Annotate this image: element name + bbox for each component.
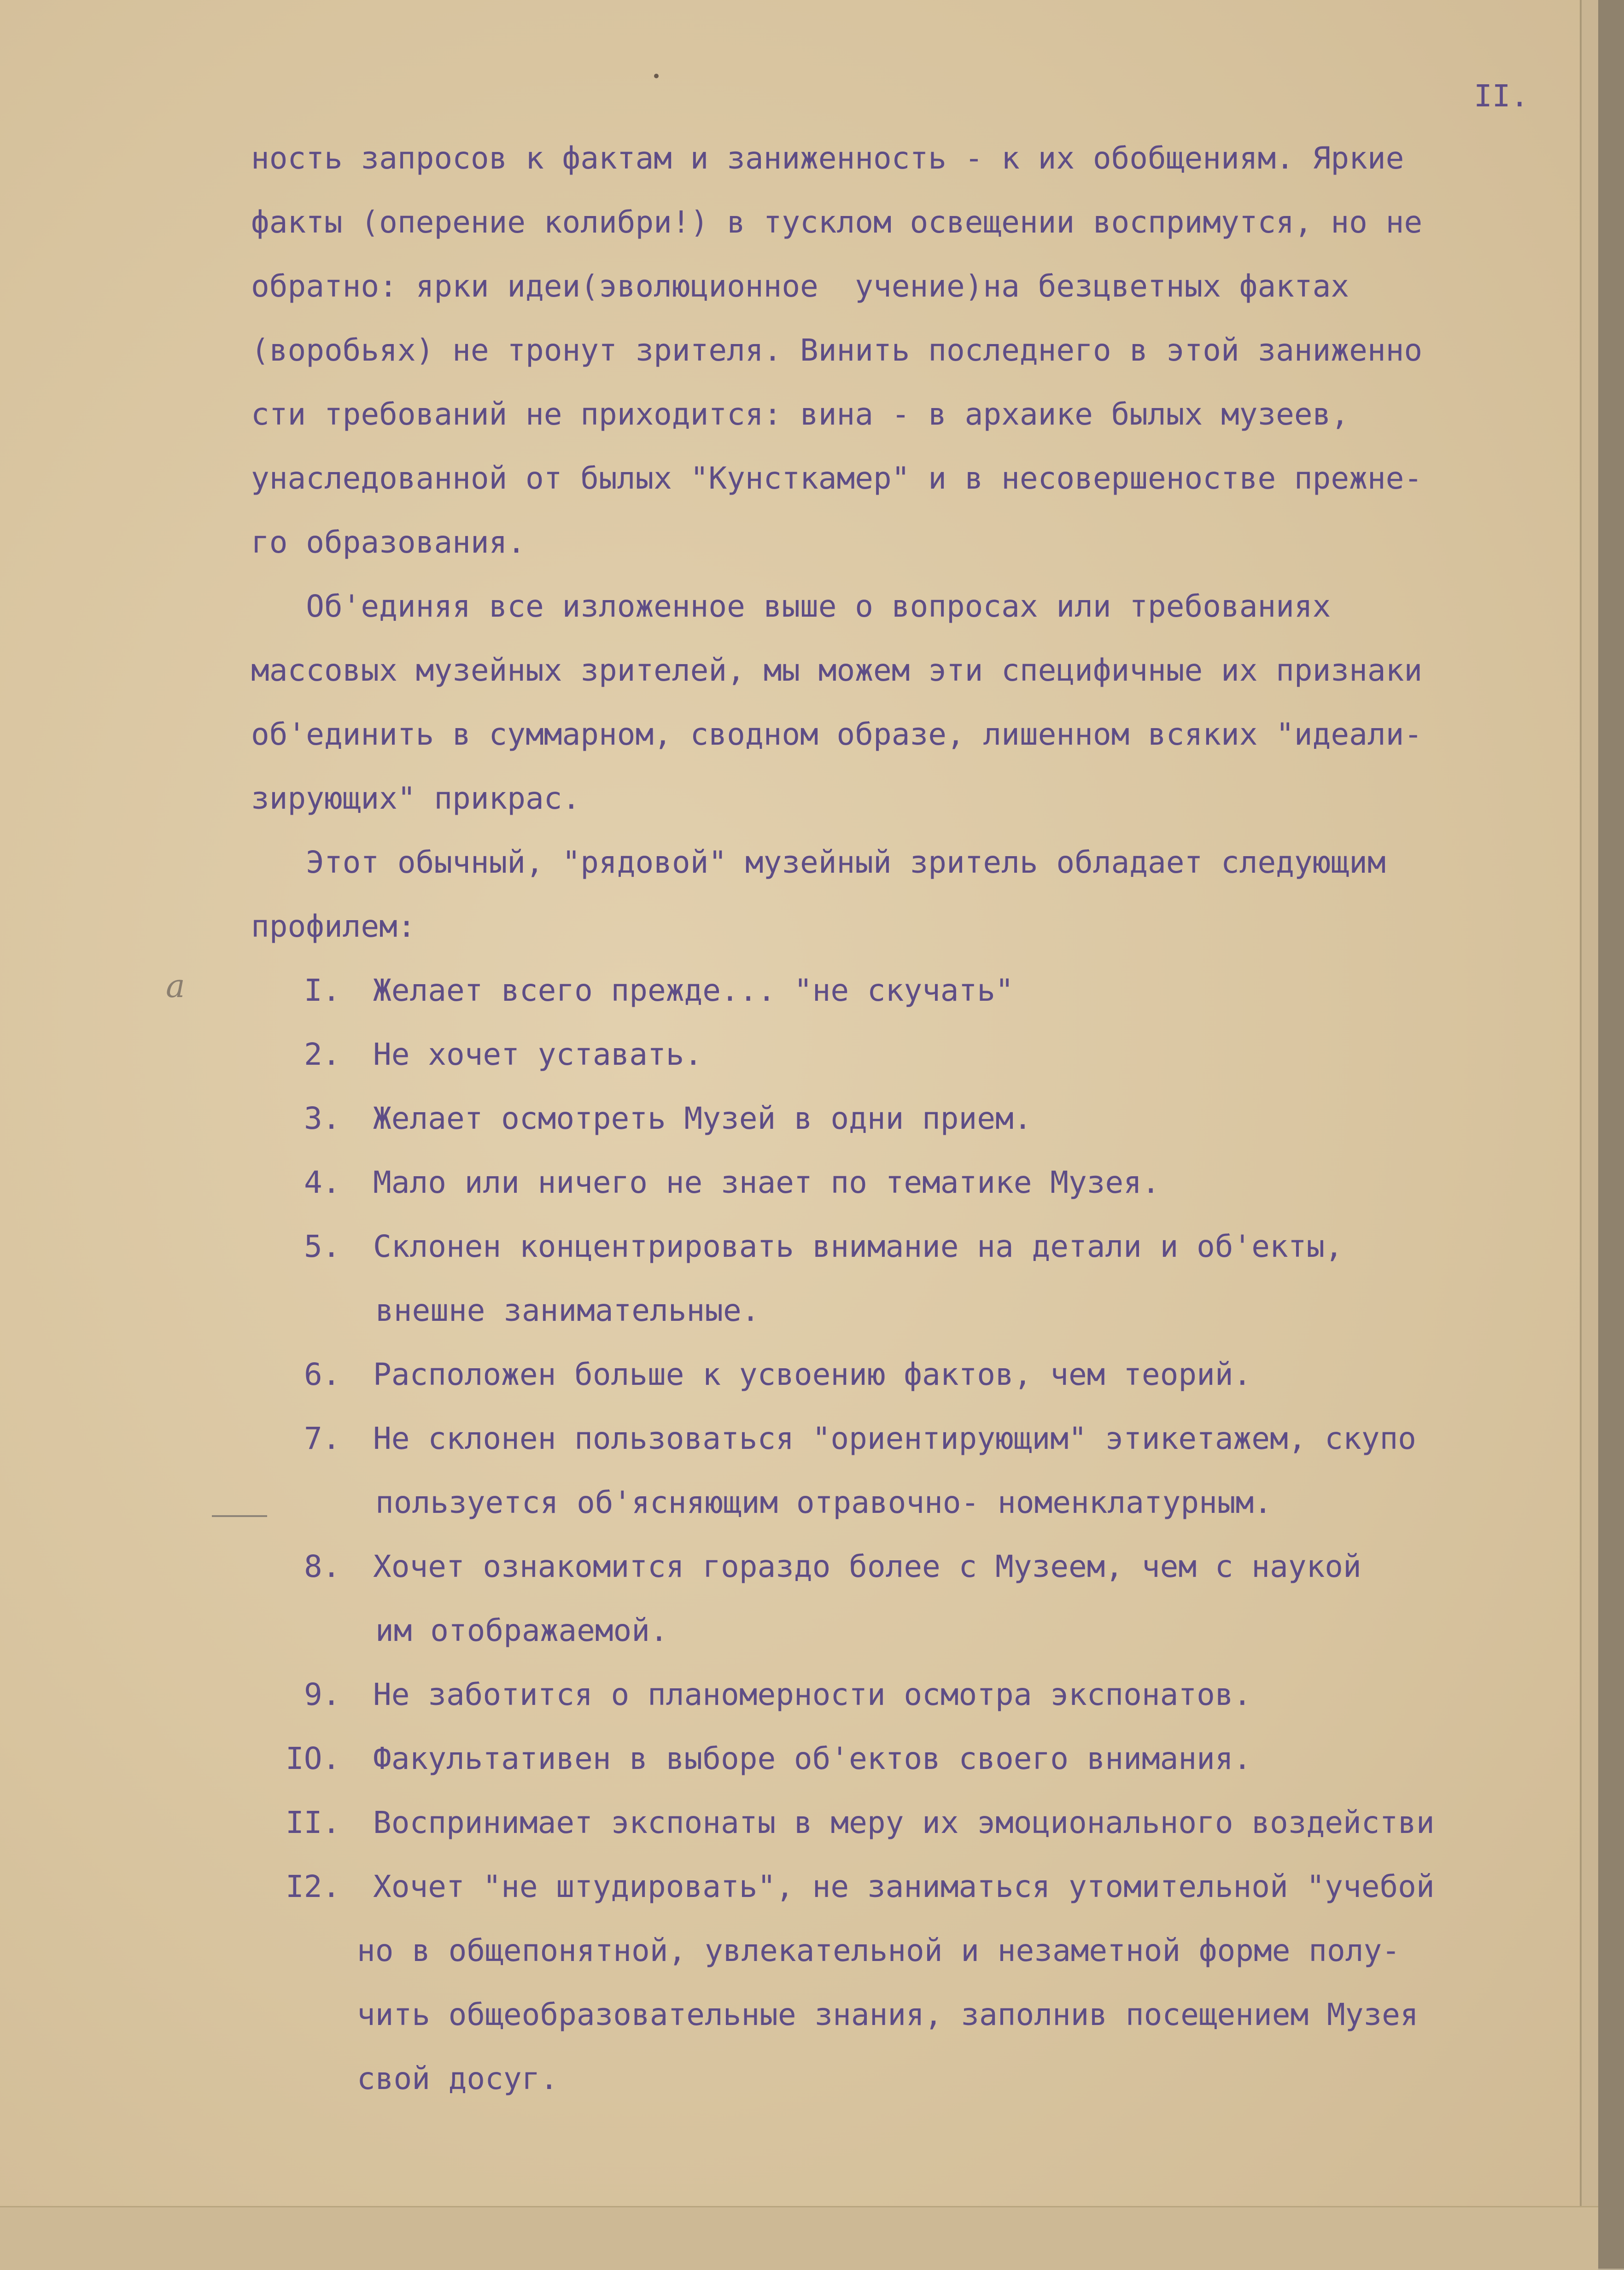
list-item-text: Факультативен в выборе об'ектов своего внимания.	[373, 1741, 1252, 1776]
list-item-text: Желает всего прежде... "не скучать"	[373, 973, 1014, 1008]
paragraph-line: сти требований не приходится: вина - в архаике былых музеев,	[251, 397, 1349, 432]
list-item-number: II.	[286, 1805, 341, 1840]
list-item-text: Не хочет уставать.	[373, 1037, 703, 1072]
list-item-text: Воспринимает экспонаты в меру их эмоционального воздействи	[373, 1805, 1435, 1840]
list-item-number: 8.	[304, 1549, 341, 1584]
list-item-number: I2.	[286, 1869, 341, 1904]
list-item-text: Не заботится о планомерности осмотра экспонатов.	[373, 1677, 1252, 1712]
page-edge	[1580, 0, 1600, 2269]
list-item-number: IO.	[286, 1741, 341, 1776]
list-item-number: 3.	[304, 1101, 341, 1136]
list-item-text: внешне занимательные.	[375, 1293, 760, 1328]
paragraph-line: Этот обычный, "рядовой" музейный зритель обладает следующим	[251, 845, 1386, 880]
list-item-text: пользуется об'ясняющим отравочно- номенклатурным.	[375, 1485, 1273, 1520]
paragraph-line: унаследованной от былых "Кунсткамер" и в несовершеностве прежне-	[251, 461, 1423, 496]
paragraph-line: го образования.	[251, 525, 526, 560]
list-item-text: Расположен больше к усвоению фактов, чем теорий.	[373, 1357, 1252, 1392]
paragraph-line: обратно: ярки идеи(эволюционное учение)на безцветных фактах	[251, 268, 1349, 304]
list-item-number: 6.	[304, 1357, 341, 1392]
list-item-text: чить общеобразовательные знания, заполнив посещением Музея	[357, 1997, 1419, 2032]
paragraph-line: (воробьях) не тронут зрителя. Винить последнего в этой заниженно	[251, 333, 1423, 368]
paragraph-line: ность запросов к фактам и заниженность - к их обобщениям. Яркие	[251, 140, 1404, 176]
paragraph-line: профилем:	[251, 909, 416, 944]
folder-edge	[1598, 0, 1624, 2269]
list-item-text: Желает осмотреть Музей в одни прием.	[373, 1101, 1032, 1136]
margin-pencil-mark: a	[166, 967, 185, 1005]
list-item-number: I.	[304, 973, 341, 1008]
list-item-text: Не склонен пользоваться "ориентирующим" этикетажем, скупо	[373, 1421, 1416, 1456]
paragraph-line: факты (оперение колибри!) в тусклом освещении воспримутся, но не	[251, 204, 1423, 240]
paragraph-line: Об'единяя все изложенное выше о вопросах или требованиях	[251, 589, 1331, 624]
list-item-number: 7.	[304, 1421, 341, 1456]
page-number: II.	[1474, 78, 1529, 114]
list-item-text: но в общепонятной, увлекательной и незаметной форме полу-	[357, 1933, 1400, 1968]
paragraph-line: зирующих" прикрас.	[251, 781, 581, 816]
list-item-number: 9.	[304, 1677, 341, 1712]
list-item-text: свой досуг.	[357, 2061, 559, 2096]
list-item-text: им отображаемой.	[375, 1613, 668, 1648]
list-item-text: Хочет ознакомится гораздо более с Музеем, чем с наукой	[373, 1549, 1361, 1584]
margin-pencil-dash	[212, 1515, 267, 1517]
list-item-number: 4.	[304, 1165, 341, 1200]
list-item-number: 5.	[304, 1229, 341, 1264]
list-item-number: 2.	[304, 1037, 341, 1072]
ink-speck	[654, 74, 659, 78]
page-bottom-edge	[0, 2206, 1598, 2270]
list-item-text: Склонен концентрировать внимание на детали и об'екты,	[373, 1229, 1343, 1264]
paragraph-line: об'единить в суммарном, сводном образе, лишенном всяких "идеали-	[251, 717, 1423, 752]
list-item-text: Хочет "не штудировать", не заниматься утомительной "учебой	[373, 1869, 1435, 1904]
paragraph-line: массовых музейных зрителей, мы можем эти специфичные их признаки	[251, 653, 1423, 688]
list-item-text: Мало или ничего не знает по тематике Музея.	[373, 1165, 1160, 1200]
